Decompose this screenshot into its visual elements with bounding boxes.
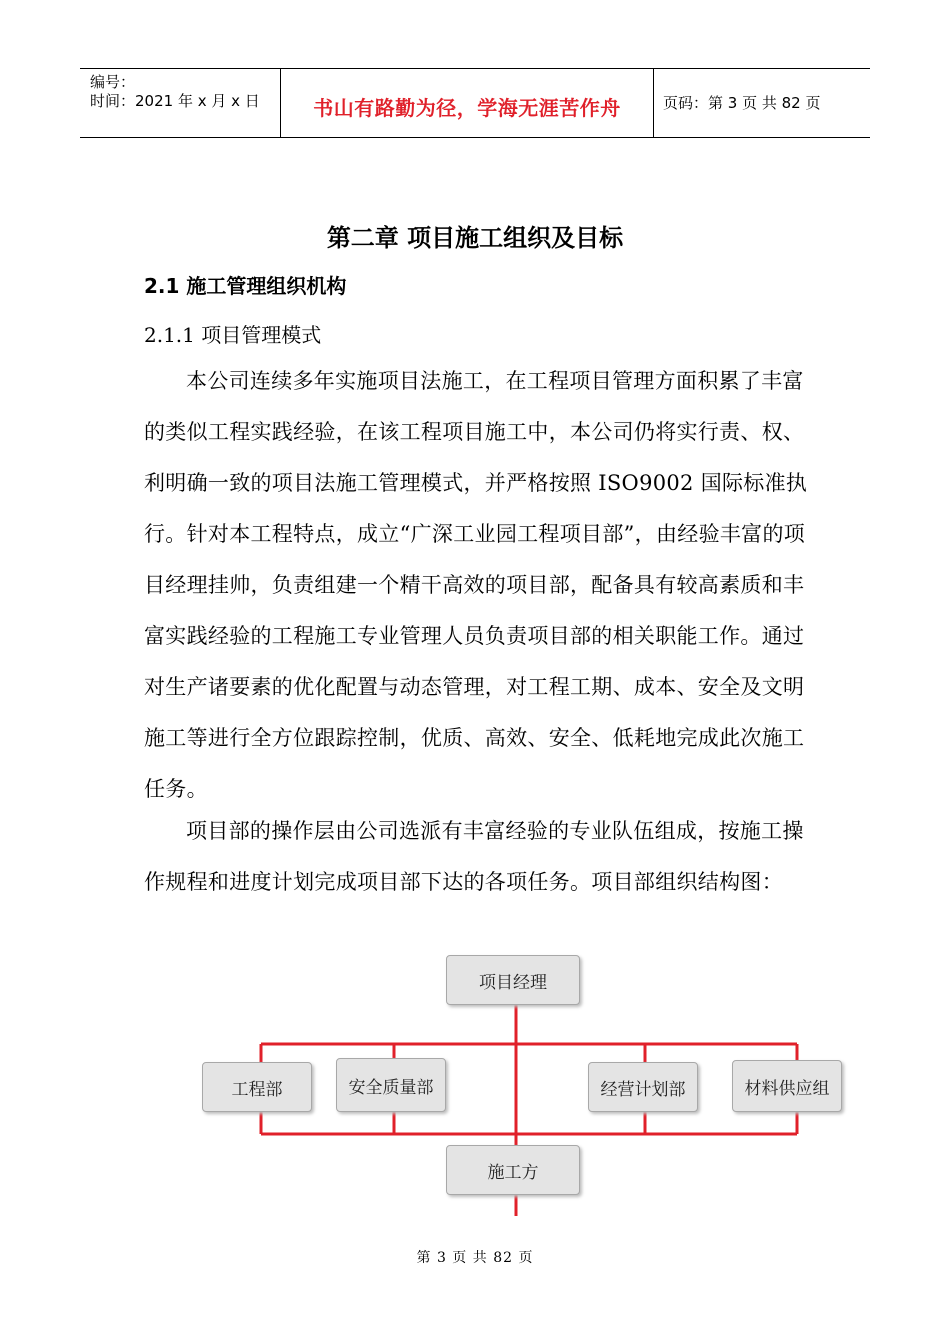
paragraph: 本公司连续多年实施项目法施工，在工程项目管理方面积累了丰富的类似工程实践经验，在该工程项目施工中，本公司仍将实行责、权、利明确一致的项目法施工管理模式，并严格按照 ISO9002 国际标准执行。针对本工程特点，成立“广深工业园工程项目部”，由经验丰富的项目经理挂帅，负责组建一个精干高效的项目部，配备具有较高素质和丰富实践经验的工程施工专业管理人员负责项目部的相关职能工作。通过对生产诸要素的优化配置与动态管理，对工程工期、成本、安全及文明施工等进行全方位跟踪控制，优质、高效、安全、低耗地完成此次施工任务。 (144, 369, 808, 801)
page-header (80, 68, 870, 138)
subsection-title: 2.1.1 项目管理模式 (144, 323, 322, 347)
paragraph: 项目部的操作层由公司选派有丰富经验的专业队伍组成，按施工操作规程和进度计划完成项目部下达的各项任务。项目部组织结构图： (144, 819, 804, 894)
header-meta-cell (80, 69, 280, 137)
header-page-cell (653, 69, 870, 137)
section-title: 2.1 施工管理组织机构 (144, 274, 347, 298)
header-motto-cell (280, 69, 654, 137)
org-box-business-planning: 经营计划部 (588, 1062, 698, 1112)
page-footer: 第 3 页 共 82 页 (416, 1250, 534, 1266)
org-box-project-manager: 项目经理 (446, 955, 580, 1005)
org-box-engineering: 工程部 (202, 1062, 312, 1112)
chapter-title: 第二章 项目施工组织及目标 (326, 224, 624, 252)
time-label: 时间：2021 年 x 月 x 日 (90, 92, 260, 110)
motto: 书山有路勤为径，学海无涯苦作舟 (313, 96, 621, 120)
org-box-construction: 施工方 (446, 1145, 580, 1195)
number-label: 编号： (90, 73, 136, 91)
org-box-material-supply: 材料供应组 (732, 1060, 842, 1112)
org-box-safety-quality: 安全质量部 (336, 1058, 446, 1112)
page-info: 页码：第 3 页 共 82 页 (663, 94, 821, 112)
